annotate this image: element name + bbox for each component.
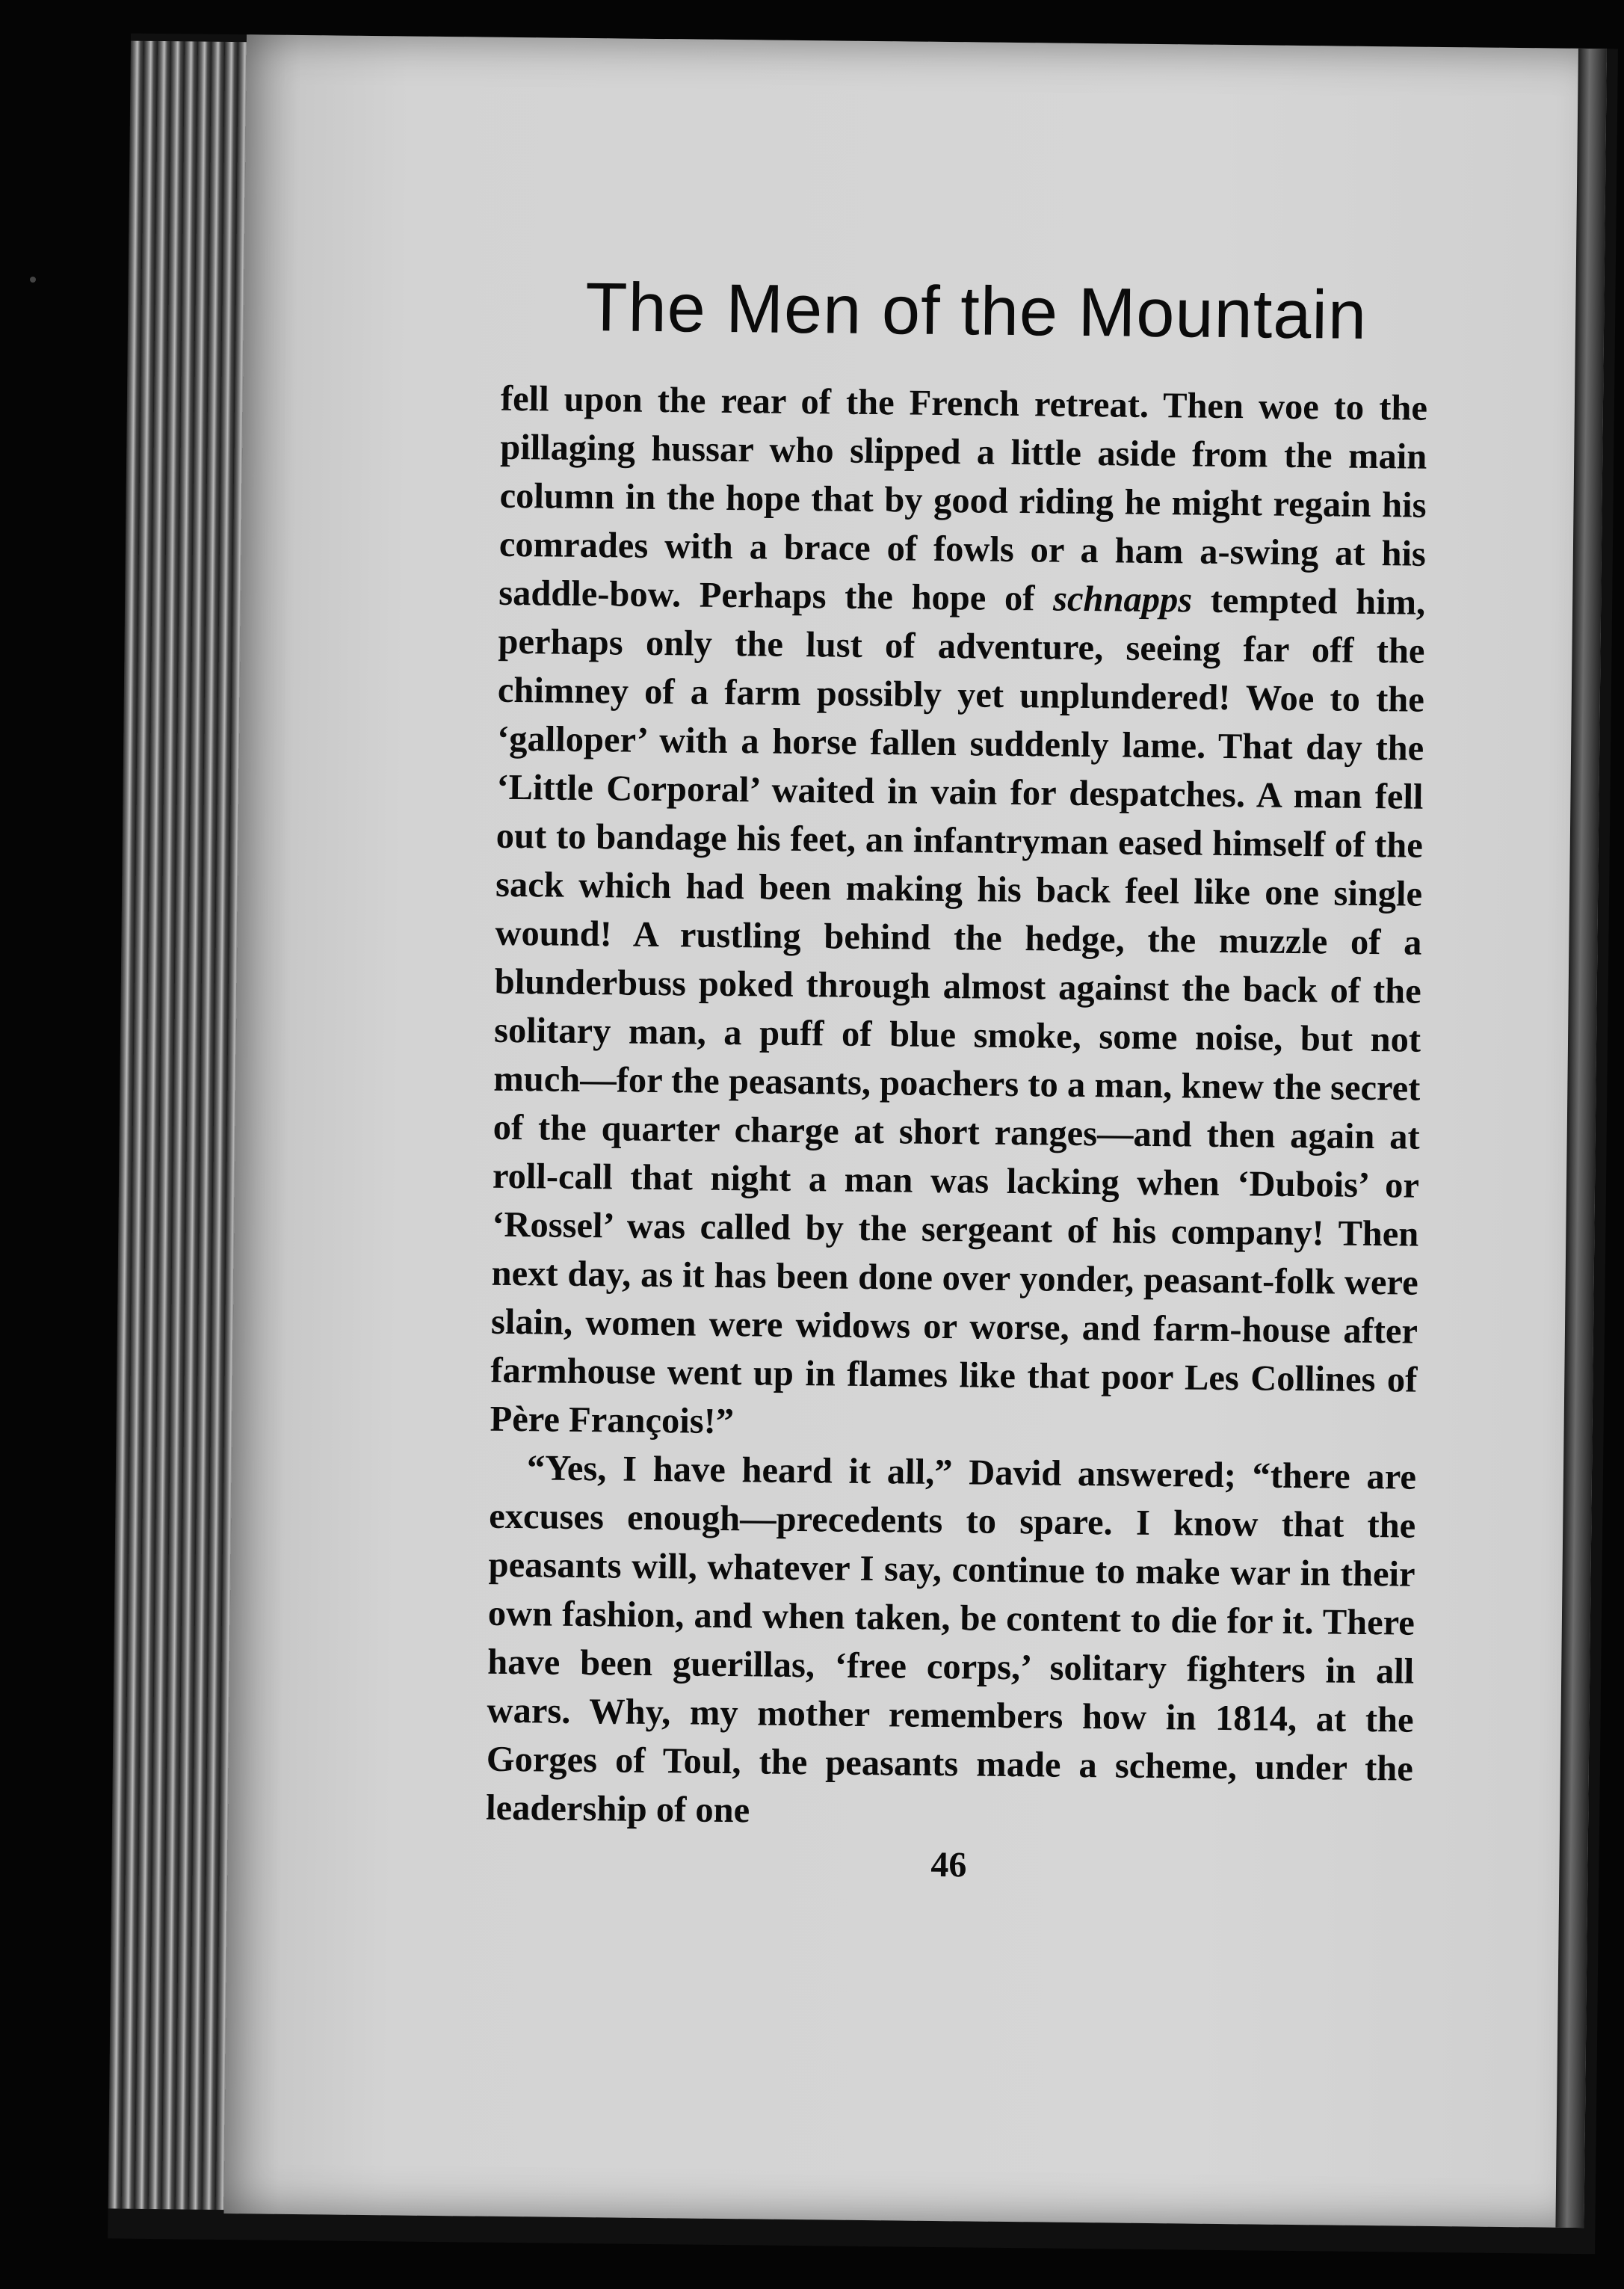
running-head: The Men of the Mountain <box>584 268 1368 354</box>
text-block <box>485 269 1429 1891</box>
gutter-shadow <box>1555 49 1607 2228</box>
page-number: 46 <box>930 1845 967 1885</box>
paragraph-continued <box>490 375 1427 1453</box>
body-text <box>486 375 1427 1842</box>
paragraph-text-before: fell upon the rear of the French retreat. Then woe to the pillaging hussar who slipped a little aside from the main column in the hope that by good riding he might regain his comrades with a brace of fowls or a ham a-swing at his saddle-bow. Perhaps the hope of <box>498 378 1428 619</box>
paragraph: “Yes, I have heard it all,” David answered; “there are excuses enough—precedents to spare. I know that the peasants will, whatever I say, continue to make war in their own fashion, and when taken, be content to die for it. There have been guerillas, ‘free corps,’ solitary fighters in all wars. Why, my mother remembers how in 1814, at the Gorges of Toul, the peasants made a scheme, under the leadership of one <box>485 1448 1417 1831</box>
italic-word: schnapps <box>1052 579 1193 620</box>
paragraph-text-after: tempted him, perhaps only the lust of adventure, seeing far off the chimney of a farm possibly yet unplundered! Woe to the ‘galloper’ with a horse fallen suddenly lame. That day the ‘Little Corporal’ waited in vain for despatches. A man fell out to bandage his feet, an infantryman eased himself of the sack which had been making his back feel like one single wound! A rustling behind the hedge, the muzzle of a blunderbuss poked through almost against the back of the solitary man, a puff of blue smoke, some noise, but not much—for the peasants, poachers to a man, knew the secret of the quarter charge at short ranges—and then again at roll-call that night a man was lacking when ‘Dubois’ or ‘Rossel’ was called by the sergeant of his company! Then next day, as it has been done over yonder, peasant-folk were slain, women were widows or worse, and farm-house after farmhouse went up in flames like that poor Les Collines of Père François!” <box>490 580 1426 1442</box>
dust-speck <box>30 277 36 283</box>
book <box>108 34 1618 2255</box>
